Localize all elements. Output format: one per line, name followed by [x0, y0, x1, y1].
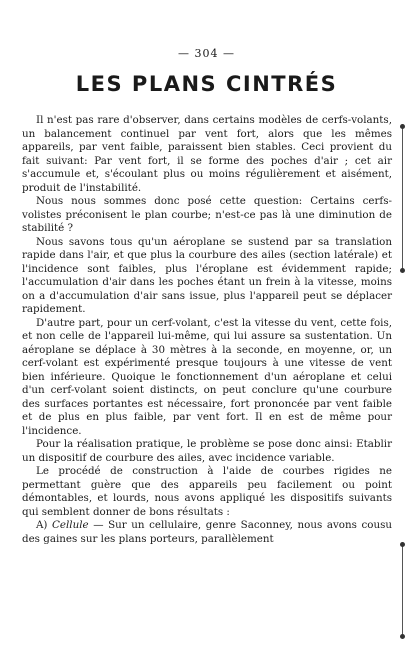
body-text [22, 114, 392, 546]
paragraph: Nous nous sommes donc posé cette question: Certains cerfs-volistes préconisent le plan courbe; n'est-ce pas là une diminution de stabilité ? [22, 195, 392, 234]
paragraph: Pour la réalisation pratique, le problème se pose donc ainsi: Etablir un dispositif de courbure des ailes, avec incidence variable. [22, 438, 392, 464]
list-term: Cellule [52, 519, 89, 531]
margin-mark-line [402, 127, 403, 270]
paragraph: D'autre part, pour un cerf-volant, c'est la vitesse du vent, cette fois, et non celle de l'appareil lui-même, qui lui assure sa sustentation. Un aéroplane se déplace à 30 mètres à la seconde, en moyenne, or, un cerf-volant est expérimenté presque toujours à une vitesse de vent bien inférieure. Quoique le fonctionnement d'un aéroplane et celui d'un cerf-volant soient distincts, on peut conclure qu'une courbure des surfaces portantes est nécessaire, fort prononcée par vent faible et de plus en plus faible, par vent fort. Il en est de même pour l'incidence. [22, 316, 392, 437]
list-marker: A) [36, 519, 48, 531]
chapter-title: LES PLANS CINTRÉS [75, 72, 338, 96]
paragraph: Il n'est pas rare d'observer, dans certains modèles de cerfs-volants, un balancement continuel par vent fort, alors que les mêmes appareils, par vent faible, paraissent bien stables. Ceci provient du fait suivant: Par vent fort, il se forme des poches d'air ; cet air s'accumule et, s'écoulant plus ou moins régulièrement et aisément, produit de l'instabilité. [22, 114, 392, 194]
paragraph: Le procédé de construction à l'aide de courbes rigides ne permettant guère que des appareils peu facilement ou point démontables, et lourds, nous avons appliqué les dispositifs suivants qui semblent donner de bons résultats : [22, 465, 392, 518]
list-text: — Sur un cellulaire, genre Saconney, nous avons cousu des gaines sur les plans porteurs, parallèlement [22, 519, 392, 545]
paragraph: Nous savons tous qu'un aéroplane se sustend par sa translation rapide dans l'air, et que plus la courbure des ailes (section latérale) et l'incidence sont faibles, plus l'éroplane est évidemment rapide; l'accumulation d'air dans les poches étant un frein à la vitesse, moins on a d'accumulation d'air sans issue, plus l'appareil peut se déplacer rapidement. [22, 235, 392, 315]
margin-mark-line [402, 545, 403, 636]
page-number: — 304 — [178, 47, 235, 60]
list-item-a [22, 519, 392, 546]
